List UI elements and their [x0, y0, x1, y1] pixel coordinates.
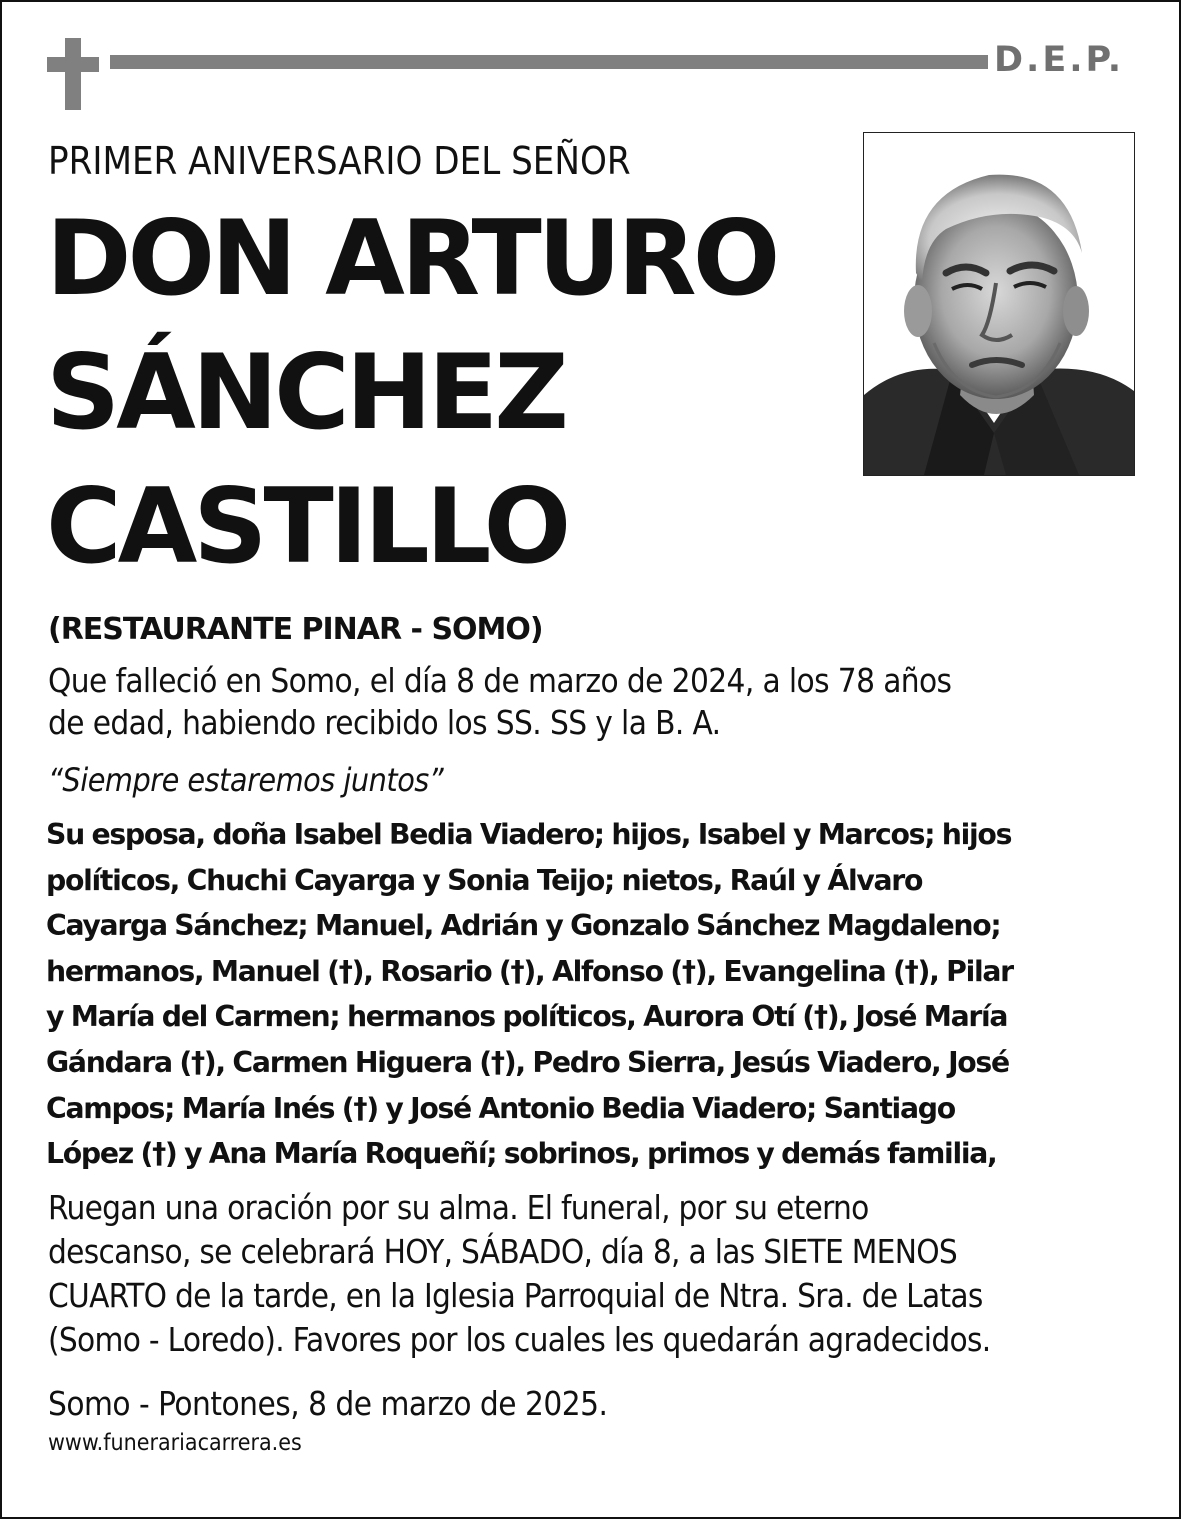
notice-subtitle: PRIMER ANIVERSARIO DEL SEÑOR	[48, 139, 631, 183]
name-line: CASTILLO	[46, 467, 568, 587]
place-date: Somo - Pontones, 8 de marzo de 2025.	[48, 1384, 608, 1423]
funeral-line: CUARTO de la tarde, en la Iglesia Parroquial de Ntra. Sra. de Latas	[48, 1276, 983, 1315]
family-line: López (†) y Ana María Roqueñí; sobrinos, primos y demás familia,	[46, 1137, 997, 1171]
name-line: SÁNCHEZ	[46, 333, 565, 453]
funeral-line: Ruegan una oración por su alma. El funeral, por su eterno	[48, 1188, 869, 1227]
header-rule	[110, 55, 988, 69]
family-line: políticos, Chuchi Cayarga y Sonia Teijo; nietos, Raúl y Álvaro	[46, 863, 923, 897]
funeral-line: (Somo - Loredo). Favores por los cuales les quedarán agradecidos.	[48, 1320, 991, 1359]
website-link[interactable]: www.funerariacarrera.es	[48, 1430, 302, 1456]
family-line: Cayarga Sánchez; Manuel, Adrián y Gonzalo Sánchez Magdaleno;	[46, 909, 1001, 943]
family-line: y María del Carmen; hermanos políticos, Aurora Otí (†), José María	[46, 1000, 1008, 1034]
death-line: Que falleció en Somo, el día 8 de marzo de 2024, a los 78 años	[48, 661, 952, 700]
family-line: Campos; María Inés (†) y José Antonio Bedia Viadero; Santiago	[46, 1091, 955, 1125]
memorial-quote: “Siempre estaremos juntos”	[48, 761, 444, 799]
family-line: hermanos, Manuel (†), Rosario (†), Alfonso (†), Evangelina (†), Pilar	[46, 954, 1013, 988]
deceased-name	[46, 192, 776, 594]
family-line: Gándara (†), Carmen Higuera (†), Pedro Sierra, Jesús Viadero, José	[46, 1045, 1009, 1079]
family-paragraph	[46, 812, 1136, 1177]
business-note: (RESTAURANTE PINAR - SOMO)	[48, 612, 543, 647]
family-line: Su esposa, doña Isabel Bedia Viadero; hijos, Isabel y Marcos; hijos	[46, 818, 1012, 851]
dep-label: D.E.P.	[994, 40, 1125, 80]
portrait-photo	[863, 132, 1135, 476]
cross-icon	[47, 38, 99, 110]
death-line: de edad, habiendo recibido los SS. SS y la B. A.	[48, 703, 721, 742]
funeral-line: descanso, se celebrará HOY, SÁBADO, día 8, a las SIETE MENOS	[48, 1232, 958, 1271]
death-paragraph	[48, 660, 1138, 744]
funeral-paragraph	[48, 1186, 1148, 1362]
name-line: DON ARTURO	[46, 199, 777, 319]
